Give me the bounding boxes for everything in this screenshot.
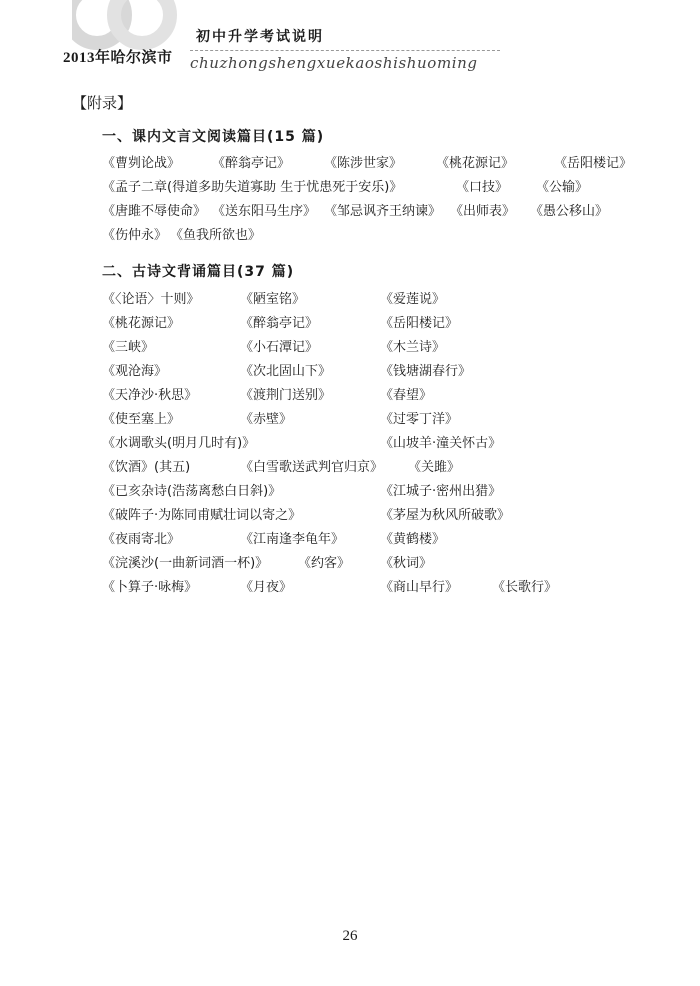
- list-row: [102, 288, 662, 310]
- list-item: 《月夜》: [240, 580, 293, 595]
- list-row: [102, 576, 662, 598]
- header-divider: [190, 50, 500, 51]
- page-number: 26: [342, 928, 358, 944]
- section-heading-classical-reading: 一、课内文言文阅读篇目(15 篇): [102, 129, 325, 145]
- header-pinyin: chuzhongshengxuekaoshishuoming: [190, 54, 478, 72]
- list-item: 《桃花源记》: [102, 316, 181, 331]
- list-row: [102, 152, 662, 174]
- list-item: 《钱塘湖春行》: [380, 364, 472, 379]
- appendix-label: 【附录】: [72, 94, 133, 112]
- list-item: 《桃花源记》: [436, 156, 515, 171]
- list-item: 《出师表》: [450, 204, 516, 219]
- list-item: 《爱莲说》: [380, 292, 446, 307]
- list-item: 《醉翁亭记》: [240, 316, 319, 331]
- list-item: 《长歌行》: [492, 580, 558, 595]
- list-item: 《公输》: [536, 180, 589, 195]
- list-item: 《使至塞上》: [102, 412, 181, 427]
- list-item: 《赤壁》: [240, 412, 293, 427]
- list-item: 《陈涉世家》: [324, 156, 403, 171]
- list-item: 《伤仲永》: [102, 228, 168, 243]
- list-item: 《孟子二章(得道多助失道寡助 生于忧患死于安乐)》: [102, 180, 403, 195]
- list-row: [102, 480, 662, 502]
- list-item: 《渡荆门送别》: [240, 388, 332, 403]
- list-item: 《岳阳楼记》: [554, 156, 633, 171]
- list-item: 《已亥杂诗(浩荡离愁白日斜)》: [102, 484, 282, 499]
- list-item: 《约客》: [298, 556, 351, 571]
- list-item: 《水调歌头(明月几时有)》: [102, 436, 256, 451]
- list-item: 《木兰诗》: [380, 340, 446, 355]
- list-item: 《秋词》: [380, 556, 433, 571]
- list-item: 《破阵子·为陈同甫赋壮词以寄之》: [102, 508, 302, 523]
- list-row: [102, 384, 662, 406]
- list-item: 《小石潭记》: [240, 340, 319, 355]
- list-item: 《邹忌讽齐王纳谏》: [324, 204, 442, 219]
- list-row: [102, 360, 662, 382]
- list-item: 《过零丁洋》: [380, 412, 459, 427]
- list-item: 《饮酒》(其五): [102, 460, 191, 475]
- list-item: 《口技》: [456, 180, 509, 195]
- list-item: 《江南逢李龟年》: [240, 532, 345, 547]
- list-item: 《白雪歌送武判官归京》: [240, 460, 384, 475]
- list-item: 《鱼我所欲也》: [170, 228, 262, 243]
- list-row: [102, 224, 662, 246]
- list-item: 《曹刿论战》: [102, 156, 181, 171]
- list-item: 《观沧海》: [102, 364, 168, 379]
- list-row: [102, 200, 662, 222]
- list-item: 《卜算子·咏梅》: [102, 580, 198, 595]
- header-title: 初中升学考试说明: [196, 29, 324, 45]
- header-year-city: 2013年哈尔滨市: [63, 50, 173, 66]
- list-item: 《江城子·密州出猎》: [380, 484, 502, 499]
- list-row: [102, 312, 662, 334]
- section-heading-poetry-recitation: 二、古诗文背诵篇目(37 篇): [102, 264, 295, 280]
- list-row: [102, 504, 662, 526]
- list-row: [102, 336, 662, 358]
- list-item: 《商山早行》: [380, 580, 459, 595]
- list-item: 《岳阳楼记》: [380, 316, 459, 331]
- list-item: 《醉翁亭记》: [212, 156, 291, 171]
- list-item: 《陋室铭》: [240, 292, 306, 307]
- list-item: 《次北固山下》: [240, 364, 332, 379]
- list-item: 《天净沙·秋思》: [102, 388, 198, 403]
- list-item: 《夜雨寄北》: [102, 532, 181, 547]
- list-item: 《愚公移山》: [530, 204, 609, 219]
- list-row: [102, 408, 662, 430]
- list-item: 《浣溪沙(一曲新词酒一杯)》: [102, 556, 269, 571]
- list-row: [102, 552, 662, 574]
- list-item: 《送东阳马生序》: [212, 204, 317, 219]
- list-item: 《唐雎不辱使命》: [102, 204, 207, 219]
- list-item: 《山坡羊·潼关怀古》: [380, 436, 502, 451]
- list-item: 《黄鹤楼》: [380, 532, 446, 547]
- list-item: 《三峡》: [102, 340, 155, 355]
- list-row: [102, 456, 662, 478]
- list-item: 《春望》: [380, 388, 433, 403]
- list-item: 《关雎》: [408, 460, 461, 475]
- list-row: [102, 528, 662, 550]
- list-item: 《〈论语〉十则》: [102, 292, 200, 307]
- list-item: 《茅屋为秋风所破歌》: [380, 508, 511, 523]
- list-row: [102, 432, 662, 454]
- list-row: [102, 176, 662, 198]
